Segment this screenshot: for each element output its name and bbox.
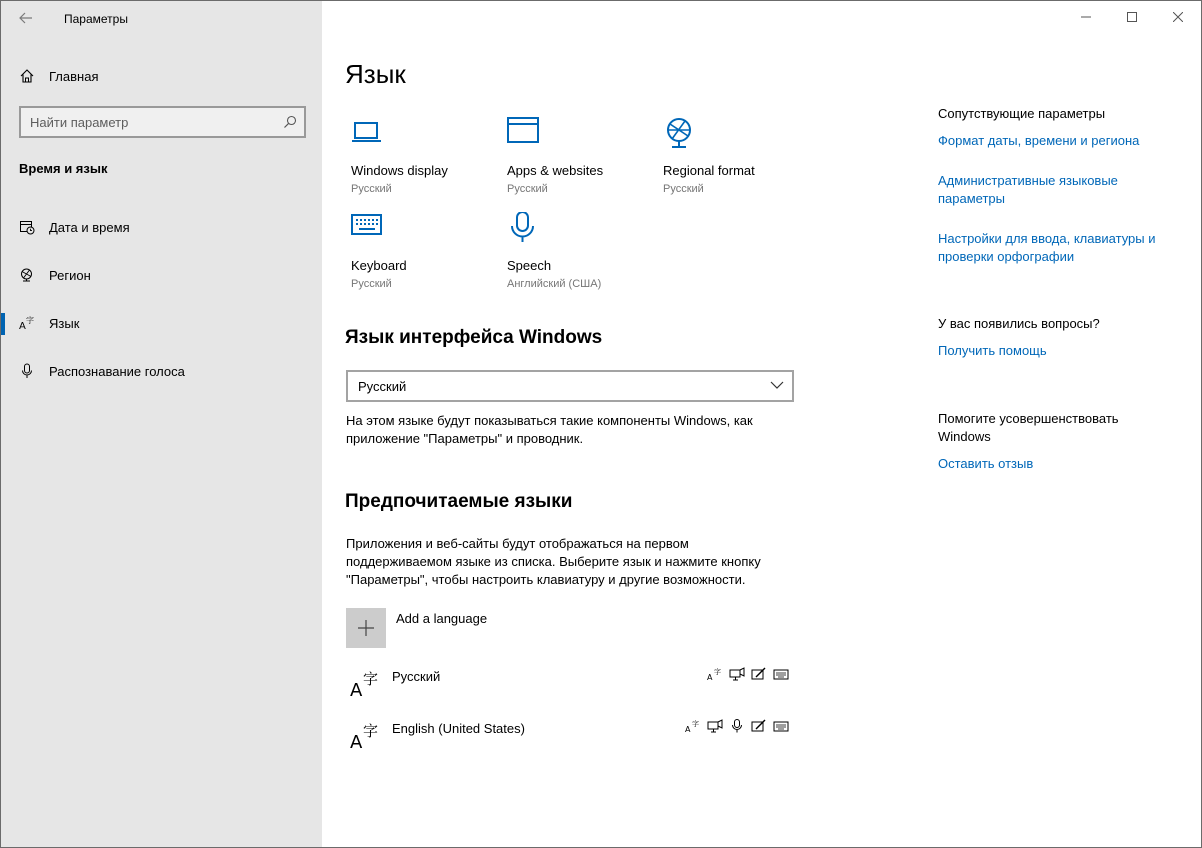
page-title: Язык xyxy=(345,59,406,89)
window-icon xyxy=(507,117,539,145)
close-icon xyxy=(1173,12,1183,22)
date-region-format-link[interactable]: Формат даты, времени и региона xyxy=(938,133,1140,148)
plus-icon xyxy=(357,619,375,637)
display-language-dropdown[interactable] xyxy=(346,370,794,402)
minimize-icon xyxy=(1081,12,1091,22)
help-title: У вас появились вопросы? xyxy=(938,316,1100,331)
tile-regional-format[interactable] xyxy=(663,117,813,195)
sidebar xyxy=(1,1,322,848)
handwriting-icon xyxy=(750,667,768,681)
calendar-clock-icon xyxy=(19,219,35,235)
app-title: Параметры xyxy=(64,12,128,26)
sidebar-item-label: Язык xyxy=(49,315,80,331)
get-help-link[interactable]: Получить помощь xyxy=(938,343,1047,358)
feedback-panel xyxy=(938,410,1188,473)
add-language-box[interactable] xyxy=(346,608,386,648)
sidebar-item-label: Главная xyxy=(49,68,99,84)
language-icon xyxy=(350,668,382,700)
handwriting-icon xyxy=(750,719,768,733)
tile-windows-display[interactable] xyxy=(351,117,501,195)
give-feedback-link[interactable]: Оставить отзыв xyxy=(938,456,1034,471)
back-button[interactable] xyxy=(13,7,39,29)
language-features xyxy=(706,667,790,681)
language-name: English (United States) xyxy=(392,721,525,736)
link-line[interactable]: параметры xyxy=(938,191,1005,206)
language-features xyxy=(684,719,790,733)
svg-text:A: A xyxy=(707,673,713,681)
language-icon xyxy=(19,315,35,331)
sidebar-item-label: Регион xyxy=(49,267,91,283)
language-icon xyxy=(350,720,382,752)
language-name: Русский xyxy=(392,669,441,684)
preferred-languages-heading: Предпочитаемые языки xyxy=(345,491,573,512)
tile-name: Apps & websites xyxy=(507,163,604,178)
sidebar-item-label: Дата и время xyxy=(49,219,130,235)
laptop-icon xyxy=(351,117,383,145)
display-language-icon xyxy=(706,667,724,681)
display-language-icon xyxy=(684,719,702,733)
globe-icon xyxy=(663,117,695,149)
language-row-russian[interactable] xyxy=(346,664,796,704)
search-box[interactable] xyxy=(19,106,306,138)
description-line: На этом языке будут показываться такие компоненты Windows, как xyxy=(346,413,753,428)
description-line: приложение "Параметры" и проводник. xyxy=(346,431,584,446)
chevron-down-icon xyxy=(770,380,784,390)
tile-name: Speech xyxy=(507,258,552,273)
feedback-title-line: Windows xyxy=(938,429,991,444)
svg-text:A: A xyxy=(19,321,26,331)
dropdown-selected-value: Русский xyxy=(358,378,407,394)
tile-value: Английский (США) xyxy=(507,278,602,290)
preferred-languages-description xyxy=(346,535,761,589)
microphone-icon xyxy=(19,363,35,379)
tile-speech[interactable] xyxy=(507,212,657,290)
minimize-button[interactable] xyxy=(1063,1,1109,33)
svg-text:A: A xyxy=(685,725,691,733)
sidebar-item-date-time[interactable] xyxy=(1,209,322,245)
home-icon xyxy=(19,68,35,84)
add-language-button[interactable] xyxy=(346,608,487,648)
text-to-speech-icon xyxy=(728,667,746,681)
description-line: "Параметры", чтобы настроить клавиатуру и другие возможности. xyxy=(346,572,746,587)
back-arrow-icon xyxy=(19,12,33,24)
sidebar-item-language[interactable] xyxy=(1,305,322,341)
search-icon[interactable] xyxy=(283,115,297,129)
tile-apps-websites[interactable] xyxy=(507,117,657,195)
tile-name: Windows display xyxy=(351,163,448,178)
sidebar-item-speech[interactable] xyxy=(1,353,322,389)
help-panel xyxy=(938,315,1188,360)
link-line[interactable]: Административные языковые xyxy=(938,173,1118,188)
tile-name: Keyboard xyxy=(351,258,407,273)
display-language-heading: Язык интерфейса Windows xyxy=(345,327,603,348)
text-to-speech-icon xyxy=(706,719,724,733)
sidebar-item-label: Распознавание голоса xyxy=(49,363,185,379)
link-line[interactable]: проверки орфографии xyxy=(938,249,1075,264)
sidebar-item-region[interactable] xyxy=(1,257,322,293)
tile-value: Русский xyxy=(351,183,392,195)
description-line: поддерживаемом языке из списка. Выберите язык и нажмите кнопку xyxy=(346,554,761,569)
globe-icon xyxy=(19,267,35,283)
admin-language-link[interactable] xyxy=(938,172,1188,208)
svg-text:字: 字 xyxy=(714,668,721,676)
maximize-button[interactable] xyxy=(1109,1,1155,33)
sidebar-section-label: Время и язык xyxy=(19,161,108,176)
microphone-icon xyxy=(507,212,539,244)
typing-keyboard-spelling-link[interactable] xyxy=(938,230,1188,266)
tile-value: Русский xyxy=(663,183,704,195)
tile-name: Regional format xyxy=(663,163,755,178)
language-row-english[interactable] xyxy=(346,716,796,756)
svg-text:字: 字 xyxy=(363,670,379,688)
speech-recognition-icon xyxy=(728,719,746,733)
keyboard-icon xyxy=(351,212,383,236)
search-input[interactable] xyxy=(30,115,270,130)
svg-text:A: A xyxy=(350,680,363,700)
link-line[interactable]: Настройки для ввода, клавиатуры и xyxy=(938,231,1156,246)
titlebar-buttons xyxy=(1063,1,1201,33)
keyboard-icon xyxy=(772,667,790,681)
keyboard-icon xyxy=(772,719,790,733)
display-language-description xyxy=(346,412,753,448)
tile-keyboard[interactable] xyxy=(351,212,501,290)
svg-text:A: A xyxy=(350,732,363,752)
related-settings-title: Сопутствующие параметры xyxy=(938,106,1106,121)
related-settings-panel xyxy=(938,105,1188,266)
svg-text:字: 字 xyxy=(692,720,699,728)
svg-text:字: 字 xyxy=(26,316,34,325)
sidebar-item-home[interactable] xyxy=(1,61,322,91)
tile-value: Русский xyxy=(507,183,548,195)
add-language-label: Add a language xyxy=(396,611,488,626)
close-button[interactable] xyxy=(1155,1,1201,33)
description-line: Приложения и веб-сайты будут отображаться на первом xyxy=(346,536,689,551)
tile-value: Русский xyxy=(351,278,392,290)
maximize-icon xyxy=(1127,12,1137,22)
feedback-title-line: Помогите усовершенствовать xyxy=(938,411,1119,426)
svg-text:字: 字 xyxy=(363,722,379,740)
